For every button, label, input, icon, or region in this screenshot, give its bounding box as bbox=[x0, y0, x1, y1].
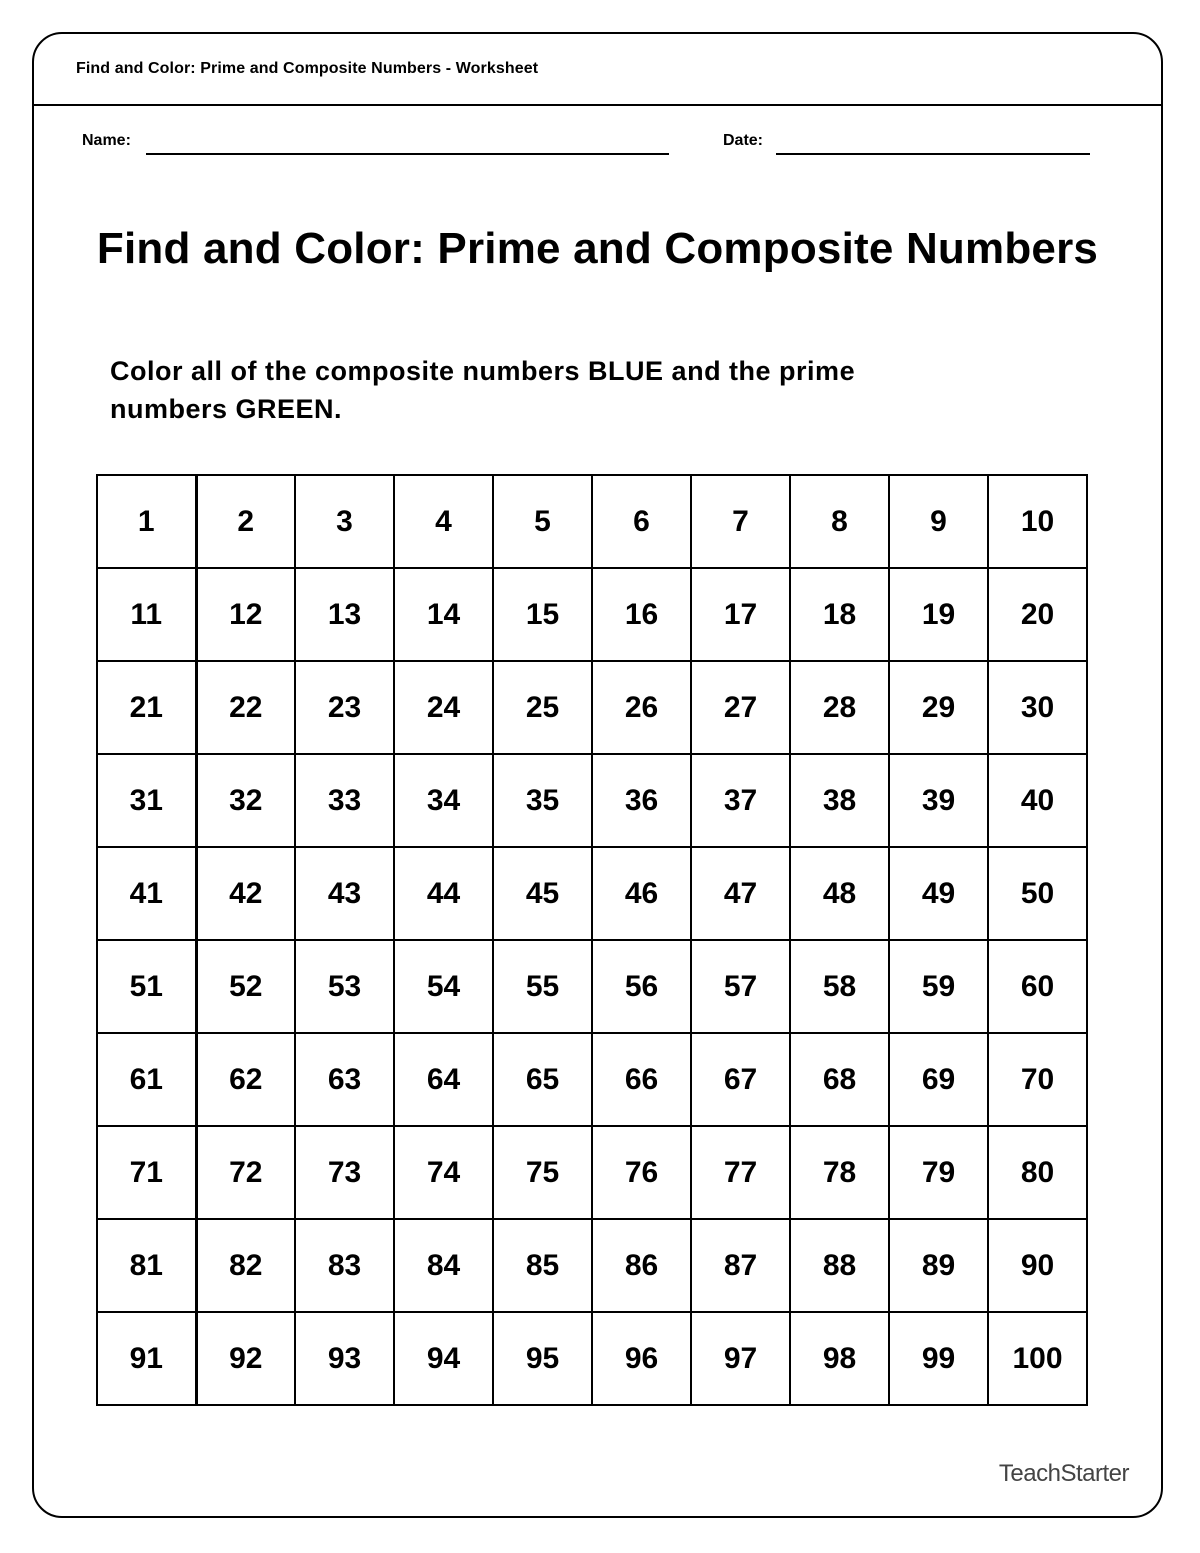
grid-cell[interactable]: 65 bbox=[493, 1033, 592, 1126]
grid-cell[interactable]: 87 bbox=[691, 1219, 790, 1312]
instructions-line-2: numbers GREEN. bbox=[110, 394, 343, 424]
grid-cell[interactable]: 88 bbox=[790, 1219, 889, 1312]
worksheet-page bbox=[32, 32, 1163, 1518]
grid-cell[interactable]: 52 bbox=[196, 940, 295, 1033]
grid-cell[interactable]: 21 bbox=[97, 661, 196, 754]
grid-cell[interactable]: 38 bbox=[790, 754, 889, 847]
grid-cell[interactable]: 49 bbox=[889, 847, 988, 940]
grid-cell[interactable]: 6 bbox=[592, 475, 691, 568]
grid-cell[interactable]: 50 bbox=[988, 847, 1087, 940]
header-bar bbox=[34, 34, 1161, 106]
grid-cell[interactable]: 22 bbox=[196, 661, 295, 754]
grid-cell[interactable]: 18 bbox=[790, 568, 889, 661]
grid-cell[interactable]: 35 bbox=[493, 754, 592, 847]
grid-cell[interactable]: 31 bbox=[97, 754, 196, 847]
grid-cell[interactable]: 66 bbox=[592, 1033, 691, 1126]
grid-cell[interactable]: 12 bbox=[196, 568, 295, 661]
grid-cell[interactable]: 34 bbox=[394, 754, 493, 847]
grid-cell[interactable]: 98 bbox=[790, 1312, 889, 1405]
grid-cell[interactable]: 26 bbox=[592, 661, 691, 754]
grid-cell[interactable]: 33 bbox=[295, 754, 394, 847]
grid-cell[interactable]: 100 bbox=[988, 1312, 1087, 1405]
page-title: Find and Color: Prime and Composite Numbers bbox=[96, 224, 1099, 273]
name-field[interactable] bbox=[146, 153, 669, 155]
grid-row bbox=[97, 1219, 1087, 1312]
grid-cell[interactable]: 57 bbox=[691, 940, 790, 1033]
grid-cell[interactable]: 2 bbox=[196, 475, 295, 568]
grid-cell[interactable]: 29 bbox=[889, 661, 988, 754]
grid-cell[interactable]: 17 bbox=[691, 568, 790, 661]
date-label: Date: bbox=[723, 132, 764, 149]
grid-row bbox=[97, 568, 1087, 661]
grid-cell[interactable]: 67 bbox=[691, 1033, 790, 1126]
grid-cell[interactable]: 64 bbox=[394, 1033, 493, 1126]
grid-cell[interactable]: 78 bbox=[790, 1126, 889, 1219]
grid-cell[interactable]: 5 bbox=[493, 475, 592, 568]
grid-cell[interactable]: 28 bbox=[790, 661, 889, 754]
grid-row bbox=[97, 1033, 1087, 1126]
grid-cell[interactable]: 20 bbox=[988, 568, 1087, 661]
grid-cell[interactable]: 40 bbox=[988, 754, 1087, 847]
grid-cell[interactable]: 37 bbox=[691, 754, 790, 847]
grid-cell[interactable]: 83 bbox=[295, 1219, 394, 1312]
grid-row bbox=[97, 847, 1087, 940]
grid-cell[interactable]: 73 bbox=[295, 1126, 394, 1219]
grid-cell[interactable]: 3 bbox=[295, 475, 394, 568]
grid-cell[interactable]: 32 bbox=[196, 754, 295, 847]
grid-cell[interactable]: 53 bbox=[295, 940, 394, 1033]
grid-cell[interactable]: 95 bbox=[493, 1312, 592, 1405]
grid-cell[interactable]: 75 bbox=[493, 1126, 592, 1219]
name-label: Name: bbox=[82, 132, 131, 149]
teachstarter-logo: TeachStarter bbox=[998, 1460, 1129, 1487]
grid-cell[interactable]: 70 bbox=[988, 1033, 1087, 1126]
grid-cell[interactable]: 85 bbox=[493, 1219, 592, 1312]
grid-cell[interactable]: 51 bbox=[97, 940, 196, 1033]
grid-cell[interactable]: 80 bbox=[988, 1126, 1087, 1219]
grid-cell[interactable]: 19 bbox=[889, 568, 988, 661]
grid-cell[interactable]: 81 bbox=[97, 1219, 196, 1312]
grid-cell[interactable]: 55 bbox=[493, 940, 592, 1033]
grid-cell[interactable]: 4 bbox=[394, 475, 493, 568]
date-field[interactable] bbox=[776, 153, 1090, 155]
grid-cell[interactable]: 91 bbox=[97, 1312, 196, 1405]
grid-cell[interactable]: 8 bbox=[790, 475, 889, 568]
grid-row bbox=[97, 1126, 1087, 1219]
grid-cell[interactable]: 39 bbox=[889, 754, 988, 847]
grid-cell[interactable]: 1 bbox=[97, 475, 196, 568]
grid-cell[interactable]: 86 bbox=[592, 1219, 691, 1312]
grid-row bbox=[97, 1312, 1087, 1405]
grid-cell[interactable]: 71 bbox=[97, 1126, 196, 1219]
grid-cell[interactable]: 58 bbox=[790, 940, 889, 1033]
grid-cell[interactable]: 90 bbox=[988, 1219, 1087, 1312]
grid-cell[interactable]: 60 bbox=[988, 940, 1087, 1033]
grid-cell[interactable]: 11 bbox=[97, 568, 196, 661]
grid-cell[interactable]: 56 bbox=[592, 940, 691, 1033]
grid-cell[interactable]: 72 bbox=[196, 1126, 295, 1219]
grid-cell[interactable]: 13 bbox=[295, 568, 394, 661]
grid-cell[interactable]: 23 bbox=[295, 661, 394, 754]
grid-cell[interactable]: 16 bbox=[592, 568, 691, 661]
grid-cell[interactable]: 61 bbox=[97, 1033, 196, 1126]
instructions bbox=[110, 352, 990, 428]
grid-cell[interactable]: 9 bbox=[889, 475, 988, 568]
grid-cell[interactable]: 94 bbox=[394, 1312, 493, 1405]
grid-cell[interactable]: 7 bbox=[691, 475, 790, 568]
grid-cell[interactable]: 62 bbox=[196, 1033, 295, 1126]
grid-cell[interactable]: 74 bbox=[394, 1126, 493, 1219]
grid-cell[interactable]: 89 bbox=[889, 1219, 988, 1312]
grid-cell[interactable]: 59 bbox=[889, 940, 988, 1033]
grid-cell[interactable]: 48 bbox=[790, 847, 889, 940]
grid-row bbox=[97, 754, 1087, 847]
grid-cell[interactable]: 82 bbox=[196, 1219, 295, 1312]
grid-cell[interactable]: 99 bbox=[889, 1312, 988, 1405]
grid-cell[interactable]: 27 bbox=[691, 661, 790, 754]
grid-row bbox=[97, 940, 1087, 1033]
grid-cell[interactable]: 69 bbox=[889, 1033, 988, 1126]
instructions-line-1: Color all of the composite numbers BLUE and the prime bbox=[110, 356, 856, 386]
grid-cell[interactable]: 68 bbox=[790, 1033, 889, 1126]
grid-cell[interactable]: 10 bbox=[988, 475, 1087, 568]
grid-cell[interactable]: 43 bbox=[295, 847, 394, 940]
grid-cell[interactable]: 96 bbox=[592, 1312, 691, 1405]
grid-cell[interactable]: 15 bbox=[493, 568, 592, 661]
grid-cell[interactable]: 24 bbox=[394, 661, 493, 754]
grid-cell[interactable]: 92 bbox=[196, 1312, 295, 1405]
grid-cell[interactable]: 77 bbox=[691, 1126, 790, 1219]
grid-cell[interactable]: 25 bbox=[493, 661, 592, 754]
grid-cell[interactable]: 44 bbox=[394, 847, 493, 940]
hundreds-grid bbox=[96, 474, 1088, 1406]
grid-cell[interactable]: 54 bbox=[394, 940, 493, 1033]
grid-cell[interactable]: 84 bbox=[394, 1219, 493, 1312]
grid-cell[interactable]: 45 bbox=[493, 847, 592, 940]
grid-cell[interactable]: 63 bbox=[295, 1033, 394, 1126]
grid-cell[interactable]: 36 bbox=[592, 754, 691, 847]
grid-cell[interactable]: 41 bbox=[97, 847, 196, 940]
grid-row bbox=[97, 661, 1087, 754]
grid-cell[interactable]: 46 bbox=[592, 847, 691, 940]
grid-cell[interactable]: 30 bbox=[988, 661, 1087, 754]
grid-row bbox=[97, 475, 1087, 568]
grid-cell[interactable]: 97 bbox=[691, 1312, 790, 1405]
header-title: Find and Color: Prime and Composite Numbers - Worksheet bbox=[76, 60, 539, 77]
grid-cell[interactable]: 14 bbox=[394, 568, 493, 661]
grid-cell[interactable]: 76 bbox=[592, 1126, 691, 1219]
grid-cell[interactable]: 47 bbox=[691, 847, 790, 940]
grid-cell[interactable]: 42 bbox=[196, 847, 295, 940]
grid-cell[interactable]: 79 bbox=[889, 1126, 988, 1219]
grid-cell[interactable]: 93 bbox=[295, 1312, 394, 1405]
